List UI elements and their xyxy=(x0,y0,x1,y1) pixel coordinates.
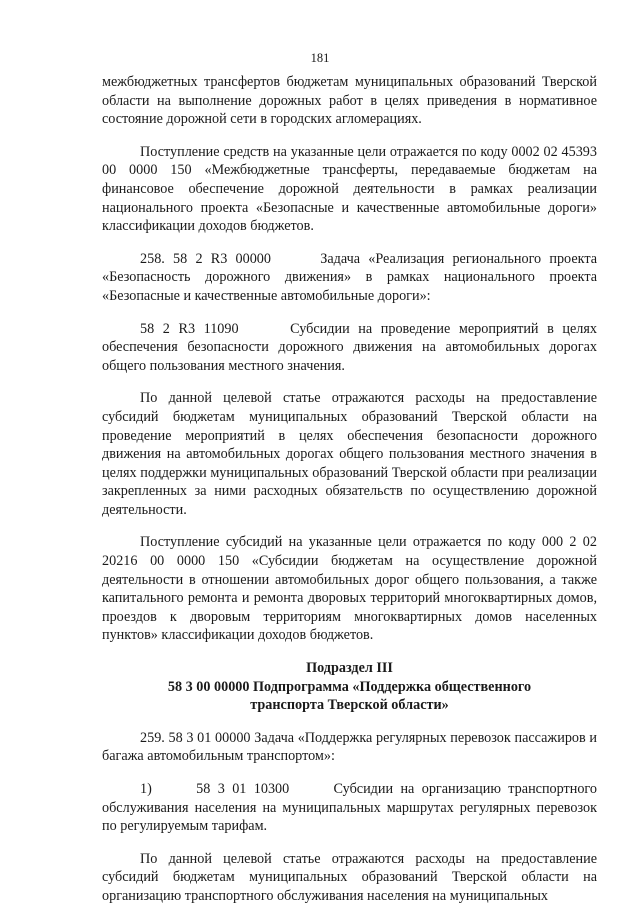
paragraph-item-258: 258. 58 2 R3 00000 Задача «Реализация регионального проекта «Безопасность дорожного движения» в рамках национального проекта «Безопасные и качественные автомобильные дороги»: xyxy=(102,250,601,304)
paragraph-code-58-2-r3-11090: 58 2 R3 11090 Субсидии на проведение мероприятий в целях обеспечения безопасности дорожного движения на автомобильных дорогах общего пользования местного значения. xyxy=(102,320,601,374)
subprogram-title-line2: транспорта Тверской области» xyxy=(250,697,449,714)
paragraph-subsidy-revenue-code: Поступление субсидий на указанные цели отражается по коду 000 2 02 20216 00 0000 150 «Субсидии бюджетам на осуществление дорожной деятельности в отношении автомобильных дорог общего пользования, а также капитального ремонта и ремонта дворовых территорий многоквартирных домов, проездов к дворовым территориям многоквартирных домов населенных пунктов» классификации доходов бюджетов. xyxy=(102,534,597,644)
page-number: 181 xyxy=(310,51,330,65)
paragraph-continuation: межбюджетных трансфертов бюджетам муниципальных образований Тверской области на выполнение дорожных работ в целях приведения в нормативное состояние дорожной сети в городских агломерациях. xyxy=(102,74,597,128)
paragraph-transport-expense-description: По данной целевой статье отражаются расходы на предоставление субсидий бюджетам муниципальных образований Тверской области на организацию транспортного обслуживания населения на муниципальных xyxy=(102,850,597,904)
paragraph-revenue-code: Поступление средств на указанные цели отражается по коду 0002 02 45393 00 0000 150 «Межбюджетные трансферты, передаваемые бюджетам на финансовое обеспечение дорожной деятельности в рамках реализации национального проекта «Безопасные и качественные автомобильные дороги» классификации доходов бюджетов. xyxy=(102,143,597,235)
subsection-heading xyxy=(102,659,597,715)
paragraph-expense-description: По данной целевой статье отражаются расходы на предоставление субсидий бюджетам муниципальных образований Тверской области на проведение мероприятий в целях обеспечения безопасности дорожного движения на автомобильных дорогах общего пользования местного значения в целях поддержки муниципальных образований Тверской области при реализации закрепленных за ними расходных обязательств по осуществлению дорожной деятельности. xyxy=(102,390,597,518)
paragraph-code-58-3-01-10300: 1) 58 3 01 10300 Субсидии на организацию транспортного обслуживания населения на муниципальных маршрутах регулярных перевозок по регулируемым тарифам. xyxy=(102,781,601,835)
document-body xyxy=(102,73,601,920)
subsection-title: Подраздел III xyxy=(306,660,393,677)
paragraph-item-259: 259. 58 3 01 00000 Задача «Поддержка регулярных перевозок пассажиров и багажа автомобильным транспортом»: xyxy=(102,729,597,765)
subprogram-title-line1: 58 3 00 00000 Подпрограмма «Поддержка общественного xyxy=(167,678,532,695)
